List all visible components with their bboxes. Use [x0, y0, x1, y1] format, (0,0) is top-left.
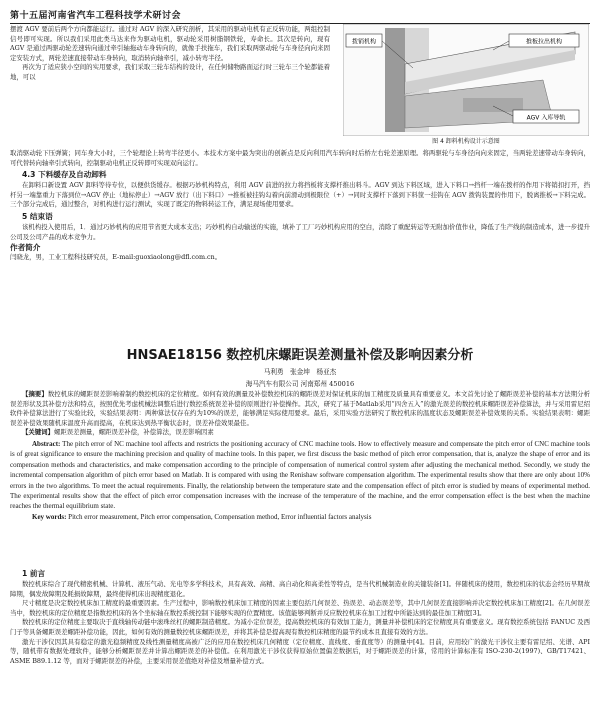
author-heading: 作者简介	[10, 243, 41, 253]
keywords-en-text: Pitch error measurement, Pitch error compensation, Compensation method, Error influential factors analysis	[68, 512, 372, 521]
intro-paragraph-3: 数控机床的定位精度主要取决于直线轴传动链中滚珠丝杠的螺距制造精度。为减小定位误差，提高数控机床的有效加工能力，测量并补偿机床的定位精度具有重要意义。现有数控系统包括 FANUC 及西门子等具备螺距误差螺距补偿功能，因此，如何有效的测量数控机床螺距误差，并将其补偿是提高现有数控机床精度的最节约成本且直接有效的方法。	[10, 618, 590, 636]
paragraph-conclusion: 该机构投入使用后，1．通过巧妙机构的应用节省更大成本支出；巧妙机构自动输送的实施，填补了工厂巧妙机构应用的空白，消除了重配转运等无附加价值作业，降低了生产线的制造成本，进一步提升公司及公司产品的成本竞争力。	[10, 222, 590, 241]
prev-article-left-column	[10, 25, 330, 83]
abstract-en	[10, 439, 590, 512]
abstract-block	[10, 390, 590, 522]
abstract-cn-text: 数控机床的螺距误差影响着制约数控机床的定位精度。如何有效的测量及补偿数控机床的螺距误差对保证机床的加工精度及质量具有重要意义。本文首先讨论了螺距误差补偿的基本方法期分析误差形状及其补偿方法和特点，按照优先考虑机械法调整后进行数控系统误差补偿的原则进行补偿操作。其次，研究了基于Matlab采用“四舍五入”的激光误差的数控机床螺距误差补偿算法，并与采用雷尼绍软件补偿算法进行了实验比较，实验结果表明：两种算法仅存在约为10%的误差，能够满足实际使用要求。最后，采用实验方法研究了数控机床的温度状态及螺距误差补偿效果的关系。实验结果表明：螺距误差补偿效果随机床温度升高而提高，在机床达到热平衡状态时，误差补偿效果最佳。	[10, 390, 591, 427]
paper-authors: 马利勇 张金坤 杨亚杰	[263, 368, 337, 376]
section-heading-intro: 1 前言	[22, 569, 46, 578]
paragraph-unloading: 在卸料口新设置 AGV 卸料等待专位，以便供货缓存。根据巧妙机构特点，利用 AGV 前进的拉力将挡板将支撑杆推出料斗。AGV 到达下料区域，进入下料口→挡杆一端在拨杆的作用下将销扣打开，挡杆另一端靠重力下落到位→AGV 停止（地标停止）→AGV 放行（出下料口）→推板被挂钩勾着向前滑动到极限位（+）→同时支撑杆下落到下料筐一挂钩在 AGV 拨钩装置的作用下，脱离推板→下料完成。三个部分完成后，通过整合，对机构进行运行测试，实现了既定的物料转运工作，满足现场使用要求。	[10, 181, 590, 209]
abstract-cn	[10, 390, 590, 428]
rail-dark	[385, 28, 405, 132]
figure-4-caption: 图 4 卸料机构设计示意图	[432, 138, 500, 145]
keywords-cn	[10, 428, 590, 438]
abstract-label: 【摘要】	[22, 390, 48, 398]
paragraph-three-wheel-rest: 取消驱动轮下压弹簧；同车身大小时，三个轮理论上转弯半径更小。本技术方案中最为突出的创新点是反向利用汽车转向时后桥左右轮差速原理。将两驱轮与车身径向向来固定，当两轮差速带动车身转向，可代替转向轴牵引式转向，控制驱动电机正反转即可实现双向运行。	[10, 149, 590, 167]
prev-article-full-width	[10, 149, 590, 262]
paper-affiliation: 海马汽车有限公司 河南郑州 450016	[245, 380, 355, 388]
label-bottom-right: AGV 入库导轨	[526, 114, 566, 122]
abstract-en-label: Abstract:	[32, 439, 61, 448]
label-top-right: 推板拉出机构	[525, 38, 563, 46]
keywords-en	[10, 512, 590, 522]
keywords-en-label: Key words:	[32, 512, 67, 521]
running-header: 第十五届河南省汽车工程科技学术研讨会	[10, 8, 590, 24]
paper-body	[10, 567, 590, 666]
section-heading-conclusion: 5 结束语	[22, 211, 53, 221]
author-info: 闫晓龙，男，工业工程科技研究员，E-mail:guoxiaolong@dfl.com.cn。	[10, 253, 222, 262]
intro-paragraph-4: 激光干涉仪因其具有稳定的激光稳频精度及线性测量精度高被广泛的应用在数控机床几何精度（定位精度、直线度、垂直度等）的测量中[4]。目前，应用较广的激光干涉仪主要有雷尼绍、光谱、API 等，随机带有数据处理软件，能够分析螺距误差并计算出螺距误差的补偿值。在利用激光干涉仪获得原始位置偏差数据后，对于螺距误差的计算，常用的计算标准有 ISO-230-2(1997)、GB/T17421、ASME B89.1.12 等，而对于螺距误差的补偿，主要采用误差值绝对补偿及增量补偿方式。	[10, 637, 590, 665]
intro-paragraph-2: 尺寸精度是决定数控机床加工精度的最重要因素。生产过程中，影响数控机床加工精度的因素主要包括几何误差、热误差、动态误差等，其中几何误差直接影响并决定数控机床加工精度[2]。在几何误差当中，数控机床的定位精度是指数控机床的各个坐标轴在数控系统控制下能够实现的位置精度。该值能够判断并反应数控机床在加工过程中所能达到的最佳加工精度[3]。	[10, 599, 590, 617]
subsection-heading-4-3: 4.3 下料缓存及自动卸料	[22, 170, 107, 180]
keywords-label: 【关键词】	[22, 428, 54, 437]
paragraph-three-wheel-start: 再次为了适应狭小空间的实用要求，我们采取三轮车结构的设计，在任何储物路面运行时三轮车三个轮都能着地，可以	[10, 63, 330, 81]
figure-4-diagram	[343, 24, 589, 136]
intro-paragraph-1: 数控机床综合了现代精密机械、计算机、液压气动、光电等多学科技术，具有高效、高精、高自动化和高柔性等特点，是当代机械制造业的关键装备[1]。伴随机床的使用，数控机床的状态会经历早期故障期，偶发故障期及耗损故障期，最终使得机床出现精度退化。	[10, 580, 590, 598]
keywords-cn-text: 螺距误差测量，螺距误差补偿，补偿算法，误差影响因素	[53, 428, 214, 437]
paragraph-agv-drive: 摆渡 AGV 要前后两个方向都能运行。通过对 AGV 的深入研究剖析，其采用的驱动电机有正反转功能，两组控制信号即可实现。所以我们采用此类马达来作为驱动电机，驱动轮采用树脂钢铁轮，寿命长。其次是转向，现有 AGV 是通过两驱动轮差速转向通过牵引轴拖动车身转向的，就像手扶拖车，我们采取两驱动轮与车身径向向来固定安装方式，两轮差速直接带动车身转向，取消转向轴牵引，减小转弯半径。	[10, 25, 330, 62]
abstract-en-text: The pitch error of NC machine tool affects and restricts the positioning accuracy of CNC machine tools. How to effectively measure and compensate the pitch error of CNC machine tools is of great significance to ensure the machining precision and quality of machine tools. In this paper, we first discuss the basic method of pitch error compensation, that is, analyze the shape of error and its compensation methods and characteristics, and make compensation according to the principle of compensation of numerical control system after adjusting the mechanical method. Secondly, we study the incremental compensation algorithm of pitch error based on Matlab. It is compared with using the Renishaw software compensation algorithm. The experimental results show that there are only about 10% errors in the two algorithms. To meet the actual requirements. Finally, the relationship between the temperature state and the compensation effect of pitch error is studied by means of experimental method. The experimental results show that the effect of pitch error compensation increases with the increase of the temperature of the machine, and the error compensation effect is the best when the machine reaches the thermal equilibrium state.	[10, 439, 590, 511]
paper-title: HNSAE18156 数控机床螺距误差测量补偿及影响因素分析	[126, 348, 474, 363]
unloading-mechanism-sketch	[343, 24, 589, 136]
label-left: 拨销机构	[351, 38, 377, 46]
